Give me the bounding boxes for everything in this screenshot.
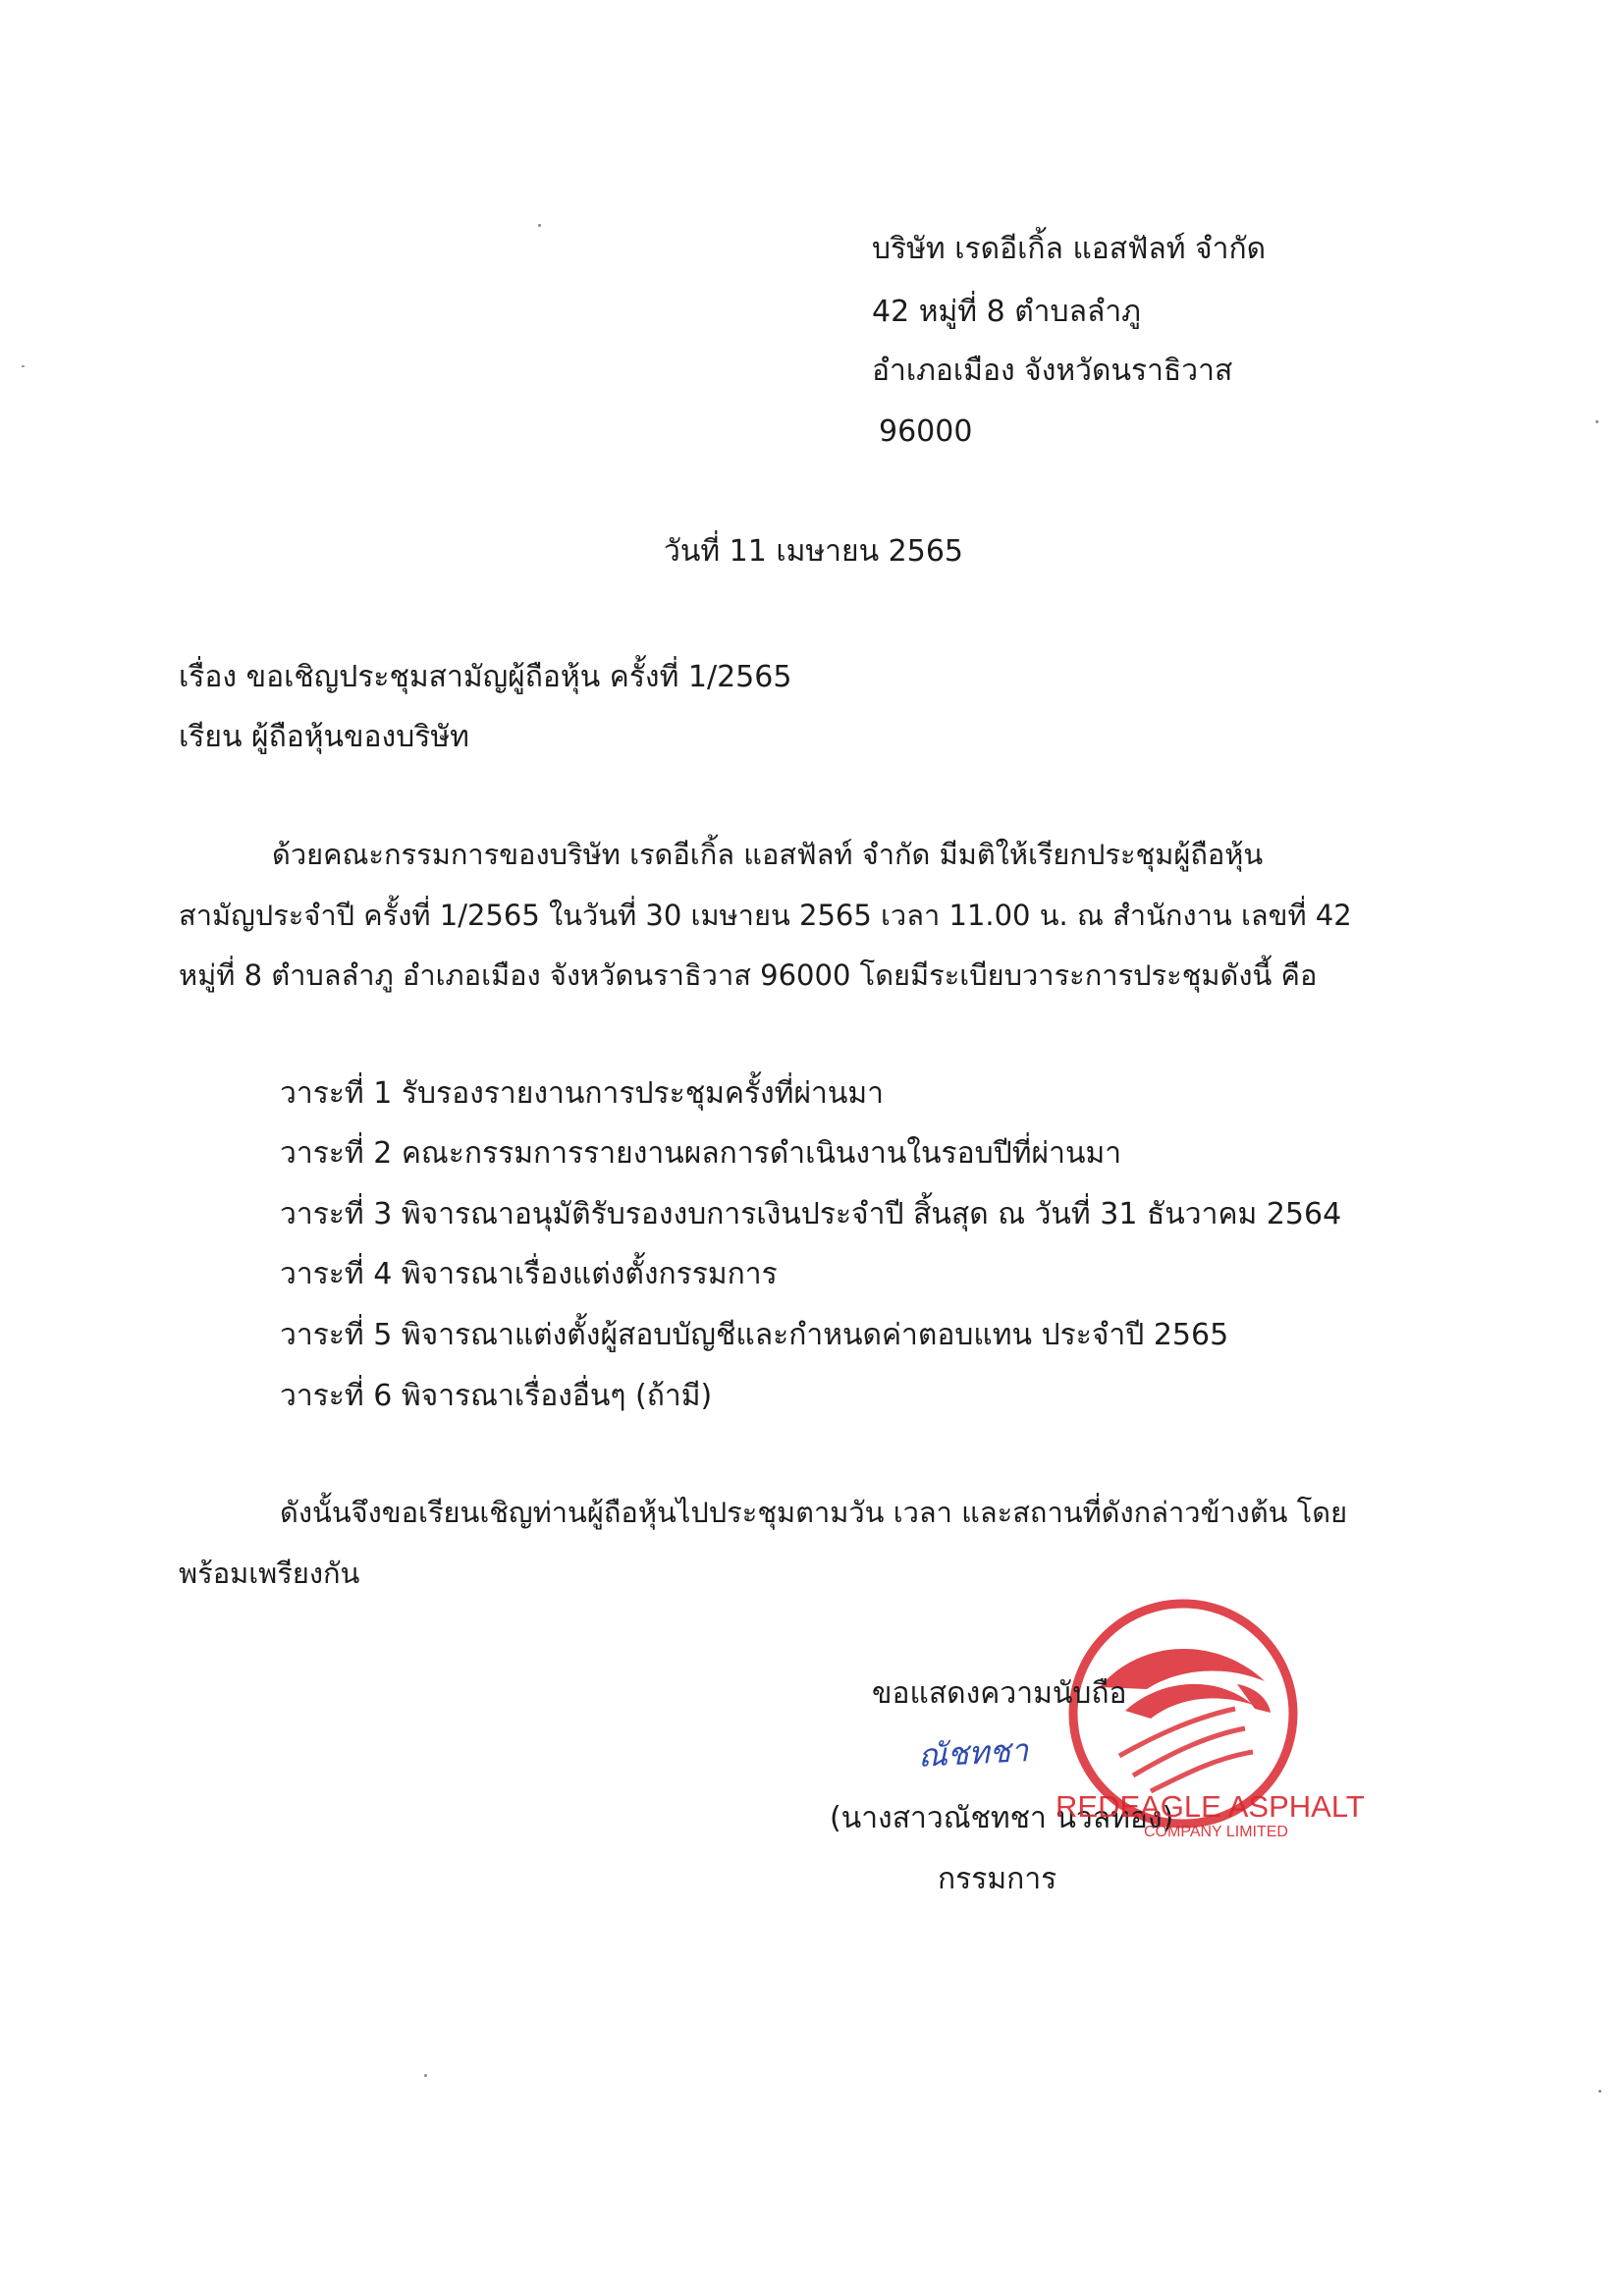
seal-company-name: REDEAGLE ASPHALT — [1056, 1789, 1365, 1824]
agenda-item-2: วาระที่ 2 คณะกรรมการรายงานผลการดำเนินงานในรอบปีที่ผ่านมา — [280, 1136, 1122, 1171]
regards-text: ขอแสดงความนับถือ — [872, 1676, 1127, 1711]
agenda-item-6: วาระที่ 6 พิจารณาเรื่องอื่นๆ (ถ้ามี) — [280, 1379, 713, 1413]
closing-line-2: พร้อมเพรียงกัน — [179, 1557, 360, 1590]
scan-speck — [22, 365, 25, 367]
body-line-3: หมู่ที่ 8 ตำบลลำภู อำเภอเมือง จังหวัดนราธิวาส 96000 โดยมีระเบียบวาระการประชุมดังนี้ คือ — [179, 958, 1318, 992]
scan-speck — [424, 2074, 427, 2077]
signatory-position: กรรมการ — [938, 1862, 1057, 1896]
letter-subject: เรื่อง ขอเชิญประชุมสามัญผู้ถือหุ้น ครั้งที่ 1/2565 — [179, 660, 792, 694]
scan-speck — [1598, 2090, 1601, 2093]
agenda-item-3: วาระที่ 3 พิจารณาอนุมัติรับรองงบการเงินประจำปี สิ้นสุด ณ วันที่ 31 ธันวาคม 2564 — [280, 1197, 1342, 1231]
closing-line-1: ดังนั้นจึงขอเรียนเชิญท่านผู้ถือหุ้นไปประชุมตามวัน เวลา และสถานที่ดังกล่าวข้างต้น โดย — [280, 1496, 1348, 1529]
body-line-2: สามัญประจำปี ครั้งที่ 1/2565 ในวันที่ 30 เมษายน 2565 เวลา 11.00 น. ณ สำนักงาน เลขที่ 42 — [179, 899, 1352, 932]
handwritten-signature: ณัชทชา — [917, 1731, 1030, 1775]
letter-date: วันที่ 11 เมษายน 2565 — [664, 534, 963, 569]
letter-recipient: เรียน ผู้ถือหุ้นของบริษัท — [179, 720, 469, 754]
agenda-item-5: วาระที่ 5 พิจารณาแต่งตั้งผู้สอบบัญชีและกำหนดค่าตอบแทน ประจำปี 2565 — [280, 1318, 1229, 1352]
body-line-1: ด้วยคณะกรรมการของบริษัท เรดอีเกิ้ล แอสฟัลท์ จำกัด มีมติให้เรียกประชุมผู้ถือหุ้น — [272, 838, 1264, 871]
address-line-2: อำเภอเมือง จังหวัดนราธิวาส — [872, 354, 1233, 388]
scan-speck — [538, 224, 541, 227]
company-name: บริษัท เรดอีเกิ้ล แอสฟัลท์ จำกัด — [872, 232, 1267, 266]
address-line-1: 42 หมู่ที่ 8 ตำบลลำภู — [872, 295, 1141, 329]
address-postcode: 96000 — [879, 414, 973, 449]
signatory-name: (นางสาวณัชทชา นวลทอง) — [830, 1801, 1174, 1835]
scan-speck — [1596, 420, 1598, 423]
agenda-item-1: วาระที่ 1 รับรองรายงานการประชุมครั้งที่ผ่านมา — [280, 1076, 885, 1111]
seal-company-suffix: COMPANY LIMITED — [1144, 1824, 1288, 1840]
agenda-item-4: วาระที่ 4 พิจารณาเรื่องแต่งตั้งกรรมการ — [280, 1257, 778, 1291]
